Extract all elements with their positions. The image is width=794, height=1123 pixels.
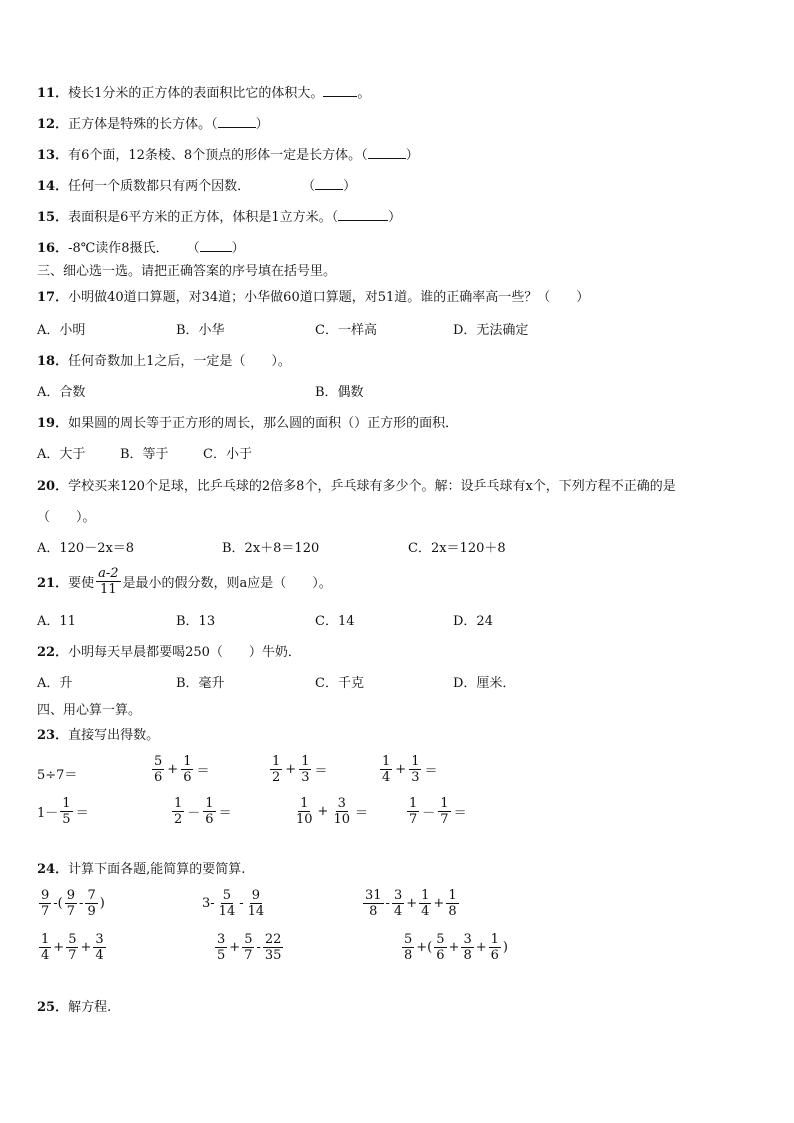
answer-blank[interactable] — [200, 239, 232, 252]
question-number: 12． — [37, 117, 69, 132]
question-19 — [37, 416, 458, 432]
calc-expression: $\frac{1}{4}$ + $\frac{5}{7}$ + $\frac{3}{4}$ — [41, 932, 104, 963]
question-number: 11． — [37, 86, 69, 101]
question-20-continuation: （ ）。 — [37, 510, 96, 525]
question-23 — [37, 728, 159, 744]
calc-expression: 5÷7＝ — [37, 768, 78, 783]
question-14 — [37, 177, 356, 195]
question-text: 计算下面各题,能简算的要简算. — [68, 862, 246, 877]
option-c[interactable]: C．一样高 — [315, 323, 377, 338]
option-b[interactable]: B．毫升 — [176, 676, 225, 691]
option-d[interactable]: D．24 — [453, 614, 493, 629]
question-text: 表面积是6平方米的正方体，体积是1立方米。（ — [68, 210, 339, 225]
calc-expression: $\frac{1}{2}$ + $\frac{1}{3}$ ＝ — [272, 754, 328, 785]
answer-blank[interactable] — [338, 208, 388, 221]
option-b[interactable]: B．等于 — [120, 447, 169, 462]
option-c[interactable]: C．14 — [315, 614, 355, 629]
calc-expression: $\frac{1}{7}$ － $\frac{1}{7}$ ＝ — [409, 796, 467, 827]
question-text: 直接写出得数。 — [68, 728, 160, 743]
question-number: 15． — [37, 210, 69, 225]
calc-expression: $\frac{1}{2}$ － $\frac{1}{6}$ ＝ — [174, 796, 232, 827]
question-text: 棱长1分米的正方体的表面积比它的体积大。 — [68, 86, 324, 101]
question-punct: ） — [388, 210, 402, 225]
question-text: 学校买来120个足球，比乒乓球的2倍多8个，乒乓球有多少个。解：设乒乓球有x个，下列方程不正确的是 — [68, 479, 676, 494]
calc-expression: $\frac{1}{4}$ + $\frac{1}{3}$ ＝ — [382, 754, 438, 785]
option-b[interactable]: B．偶数 — [315, 385, 364, 400]
question-number: 25． — [37, 1000, 69, 1015]
question-text: 小明每天早晨都要喝250（ ）牛奶． — [68, 645, 301, 660]
question-24 — [37, 862, 245, 878]
option-c[interactable]: C．小于 — [203, 447, 252, 462]
question-text: 解方程. — [68, 1000, 112, 1015]
answer-blank[interactable] — [218, 115, 256, 128]
question-15 — [37, 208, 401, 226]
question-text: 小明做40道口算题，对34道；小华做60道口算题，对51道。谁的正确率高一些？（ ） — [68, 290, 590, 305]
question-text: 有6个面，12条棱、8个顶点的形体一定是长方体。（ — [68, 148, 368, 163]
calc-expression: $\frac{5}{6}$ + $\frac{1}{6}$ ＝ — [154, 754, 210, 785]
question-punct: ） — [231, 241, 245, 256]
option-d[interactable]: D．厘米． — [453, 676, 516, 691]
question-punct: ） — [405, 148, 419, 163]
question-number: 22． — [37, 645, 69, 660]
question-text: 正方体是特殊的长方体。（ — [68, 117, 218, 132]
question-number: 14． — [37, 179, 69, 194]
question-13 — [37, 146, 419, 164]
option-a[interactable]: A．小明 — [37, 323, 86, 338]
calc-expression: $\frac{9}{7}$ -( $\frac{9}{7}$ - $\frac{7}{9}$ ) — [41, 888, 105, 919]
question-number: 21． — [37, 576, 69, 591]
question-punct: （ — [186, 241, 200, 256]
calc-expression: 1－ $\frac{1}{5}$ ＝ — [37, 796, 89, 827]
question-number: 17． — [37, 290, 69, 305]
question-12 — [37, 115, 269, 133]
section-heading-3: 三、细心选一选。请把正确答案的序号填在括号里。 — [37, 264, 337, 279]
question-number: 16． — [37, 241, 69, 256]
calc-expression: 3- $\frac{5}{14}$ - $\frac{9}{14}$ — [202, 888, 265, 919]
calc-expression: $\frac{31}{8}$ - $\frac{3}{4}$ + $\frac{1}{4}$ + $\frac{1}{8}$ — [365, 888, 457, 919]
option-a[interactable]: A．120－2x＝8 — [37, 541, 135, 556]
question-number: 18． — [37, 354, 69, 369]
option-b[interactable]: B．13 — [176, 614, 216, 629]
question-18 — [37, 354, 291, 370]
option-b[interactable]: B．小华 — [176, 323, 225, 338]
question-17 — [37, 290, 589, 306]
question-25 — [37, 1000, 111, 1016]
question-number: 20． — [37, 479, 69, 494]
question-text: 是最小的假分数，则a应是（ ）。 — [122, 576, 332, 591]
question-punct: 。 — [357, 86, 371, 101]
question-number: 24． — [37, 862, 69, 877]
option-d[interactable]: D．无法确定 — [453, 323, 529, 338]
calc-expression: $\frac{3}{5}$ + $\frac{5}{7}$ - $\frac{22}{35}$ — [217, 932, 282, 963]
option-a[interactable]: A．大于 — [37, 447, 86, 462]
calc-expression: $\frac{1}{10}$ + $\frac{3}{10}$ ＝ — [296, 796, 369, 827]
question-text: 任何一个质数都只有两个因数． — [68, 179, 251, 194]
question-number: 13． — [37, 148, 69, 163]
answer-blank[interactable] — [368, 146, 406, 159]
question-21 — [37, 566, 332, 597]
question-text: 任何奇数加上1之后，一定是（ ）。 — [68, 354, 291, 369]
question-number: 19． — [37, 416, 69, 431]
question-11 — [37, 84, 370, 102]
calc-expression: $\frac{5}{8}$ +( $\frac{5}{6}$ + $\frac{3}{8}$ + $\frac{1}{6}$ ) — [404, 932, 508, 963]
question-22 — [37, 645, 301, 661]
question-text: -8℃读作8摄氏． — [68, 241, 169, 256]
question-punct: ） — [343, 179, 357, 194]
question-text: 要使 — [68, 576, 95, 591]
section-heading-4: 四、用心算一算。 — [37, 703, 142, 718]
question-text: 如果圆的周长等于正方形的周长，那么圆的面积（）正方形的面积． — [68, 416, 459, 431]
option-a[interactable]: A．升 — [37, 676, 73, 691]
option-a[interactable]: A．合数 — [37, 385, 86, 400]
question-16 — [37, 239, 245, 257]
question-number: 23． — [37, 728, 69, 743]
fraction: $\frac{a-2}{11}$ — [98, 566, 119, 597]
answer-blank[interactable] — [323, 84, 357, 97]
option-a[interactable]: A．11 — [37, 614, 76, 629]
question-20 — [37, 479, 676, 495]
question-punct: （ — [302, 179, 316, 194]
option-c[interactable]: C．千克 — [315, 676, 364, 691]
answer-blank[interactable] — [315, 177, 343, 190]
question-punct: ） — [255, 117, 269, 132]
option-c[interactable]: C．2x＝120＋8 — [408, 541, 506, 556]
option-b[interactable]: B．2x＋8＝120 — [222, 541, 320, 556]
